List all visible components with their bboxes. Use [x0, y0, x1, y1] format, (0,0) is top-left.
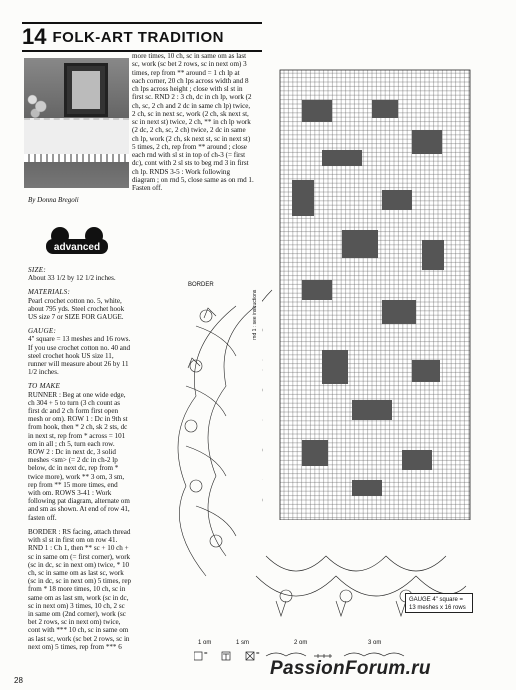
- instructions-col2: [132, 52, 254, 192]
- runner-edge: [24, 154, 129, 162]
- legend-1om: 1 om: [198, 640, 212, 646]
- watermark: PassionForum.ru: [270, 658, 431, 679]
- to-make-title: TO MAKE: [28, 382, 61, 391]
- instructions-col1: [28, 266, 132, 657]
- byline: By Donna Bregoli: [28, 196, 79, 204]
- runner-photo: [24, 58, 129, 188]
- legend-eq2: =: [256, 651, 260, 657]
- rnd-label: rnd 1 : see instructions: [252, 289, 258, 340]
- gauge-title: GAUGE:: [28, 327, 57, 336]
- materials-text: Pearl crochet cotton no. 5, white, about 795 yds. Steel crochet hook US size 7 or SIZE FOR GAUGE.: [28, 296, 125, 322]
- size-title: SIZE:: [28, 266, 47, 274]
- border-text: BORDER : RS facing, attach thread with sl st in first om on row 41. RND 1 : Ch 1, then ** sc + 10 ch + sc in same om (= first corner), work (sc in dc, sc in next om) twice, * 10 ch, sc in same om as last sc, work (sc in dc, sc in next om) 5 times, rep from * 18 more times, 10 ch, sc in same om as last sm, work (sc in dc, sc in next om) 3 times, 10 ch, 2 sc in same om (2nd corner), work (sc bet 2 rows, sc in next om) twice, cont with *** 10 ch, sc in same om as last sc, work (sc bet 2 rows, sc in next om) 5 times, rep from *** 6: [28, 527, 132, 651]
- materials-title: MATERIALS:: [28, 288, 71, 297]
- page-header: [22, 22, 262, 52]
- gauge-text: 4" square = 13 meshes and 16 rows. If you use crochet cotton no. 40 and steel crochet hook US size 11, runner will measure about 26 by 11 1/2 inches.: [28, 335, 131, 377]
- flower-vase: [24, 86, 52, 120]
- legend-eq1: =: [204, 651, 208, 657]
- advanced-badge: [44, 226, 110, 266]
- pattern-number: 14: [22, 24, 47, 49]
- table-runner: [24, 118, 129, 158]
- legend-2om: 2 om: [294, 640, 308, 646]
- border-diagram: [176, 296, 476, 626]
- badge-label: advanced: [53, 242, 101, 253]
- picture-frame: [64, 63, 108, 117]
- pattern-title: FOLK-ART TRADITION: [52, 28, 224, 46]
- page-number: 28: [14, 676, 23, 685]
- size-text: About 33 1/2 by 12 1/2 inches.: [28, 274, 116, 283]
- gauge-box: GAUGE 4" square = 13 meshes x 16 rows: [405, 593, 473, 613]
- legend-1sm: 1 sm: [236, 640, 250, 646]
- legend-3om: 3 om: [368, 640, 382, 646]
- runner-text: RUNNER : Beg at one wide edge, ch 304 + 5 to turn (3 ch count as first dc and 2 ch form first open mesh or om). ROW 1 : Dc in 9th st from hook, then * 2 ch, sk 2 sts, dc in next st, rep from * across = 101 om in all ; ch 5, turn each row. ROW 2 : Dc in next dc, 3 solid meshes <sm> (= 2 dc in ch-2 lp below, dc in next dc, rep from * twice more), work ** 3 om, 3 sm, rep from ** 15 more times, end with om. ROWS 3-41 : Work following pat diagram, alternate om and sm as shown. At end of row 41, fasten off.: [28, 390, 130, 522]
- continued-text: more times, 10 ch, sc in same om as last sc, work (sc bet 2 rows, sc in next om) 3 times, rep from ** around = 1 ch lp at each corner, 20 ch lps across width and 8 ch lps across height ; close with sl st in first sc. RND 2 : 3 ch, dc in ch lp, work (2 ch, sc, 2 ch and 2 dc in same ch lp) twice, 2 ch, sc in next sc, work (2 ch, sk next st, sc in next st) twice, 2 ch, ** in ch lp work (2 dc, 2 ch, sc, 2 ch) twice, 2 dc in same ch lp, work (2 ch, sk next st, sc in next st) 5 times, 2 ch, rep from ** around ; close each rnd with sl st in top of ch-3 (= first dc), cont with 2 sl sts to beg rnd 3 in first ch lp. RNDS 3-5 : Work following diagram ; on rnd 5, close same as on rnd 1. Fasten off.: [132, 52, 254, 192]
- border-label: BORDER: [188, 282, 214, 288]
